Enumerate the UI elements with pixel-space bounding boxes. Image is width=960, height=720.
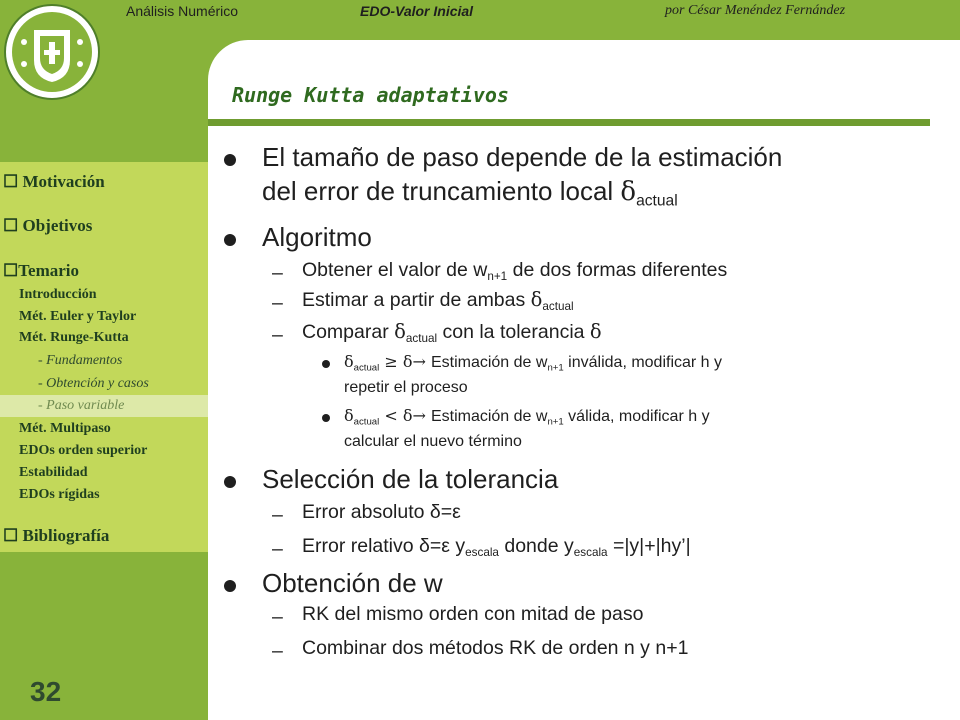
bullet-text-line2: del error de truncamiento local $\delta_{actual}$ [262, 176, 678, 210]
header-course: Análisis Numérico [126, 3, 239, 19]
nav-item-temario[interactable]: ☐Temario [3, 261, 80, 280]
bullet-dot [224, 580, 236, 592]
header-author: por César Menéndez Fernández [665, 3, 846, 18]
nav-item-runge-kutta[interactable]: Mét. Runge-Kutta [19, 330, 129, 345]
nav-item-multipaso[interactable]: Mét. Multipaso [19, 421, 111, 436]
bullet-dot [322, 360, 330, 368]
checkbox-icon: ☐ [3, 526, 19, 545]
nav-item-fundamentos[interactable]: - Fundamentos [38, 353, 123, 368]
checkbox-icon: ☐ [3, 172, 19, 191]
bullet-dot [224, 476, 236, 488]
open-checkbox-icon: ☐ [3, 261, 19, 280]
nav-item-bibliografia[interactable]: ☐ Bibliografía [3, 526, 110, 545]
nav-item-rigidas[interactable]: EDOs rígidas [19, 487, 100, 502]
bullet-dot [224, 234, 236, 246]
bullet-dot [224, 154, 236, 166]
bullet-dot [322, 414, 330, 422]
nav-item-motivacion[interactable]: ☐ Motivación [3, 172, 105, 191]
bullet-text-line1: El tamaño de paso depende de la estimación [262, 142, 783, 172]
header-topic: EDO-Valor Inicial [360, 3, 474, 19]
checkbox-icon: ☐ [3, 216, 19, 235]
nav-item-euler[interactable]: Mét. Euler y Taylor [19, 309, 137, 324]
nav-item-orden-superior[interactable]: EDOs orden superior [19, 443, 148, 458]
nav-item-introduccion[interactable]: Introducción [19, 287, 97, 302]
nav-item-paso-variable[interactable]: - Paso variable [38, 398, 125, 413]
slide-title: Runge Kutta adaptativos [232, 83, 509, 107]
nav-item-obtencion[interactable]: - Obtención y casos [38, 376, 149, 391]
nav-item-objetivos[interactable]: ☐ Objetivos [3, 216, 93, 235]
nav-item-estabilidad[interactable]: Estabilidad [19, 465, 88, 480]
page-number: 32 [30, 676, 62, 707]
title-rule [208, 119, 930, 126]
university-seal-icon [2, 2, 102, 102]
